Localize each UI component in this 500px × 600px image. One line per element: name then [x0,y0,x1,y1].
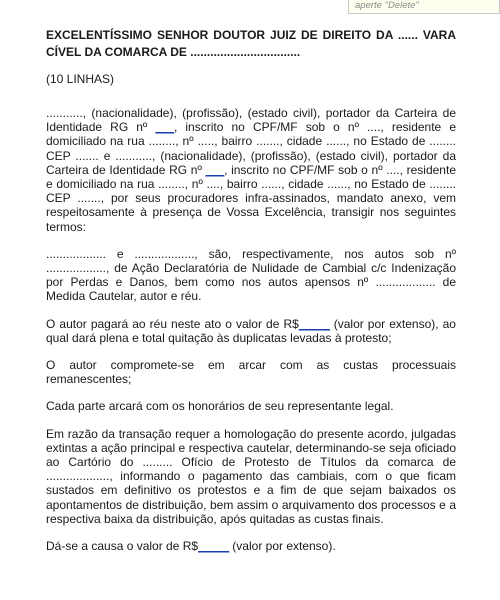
payment-paragraph [46,317,456,345]
parties-text-c: , inscrito no CPF/MF sob o nº ...., residente e domiciliado na rua ........, nº ...., bairro ......, cidade ......, no Estado de ........ CEP ......., por seus procuradores infra-assinados, mandato anexo, vem respeitosamente à presença de Vossa Excelência, transigir nos seguintes termos: [46,162,456,234]
rg-field-2[interactable]: ___ [205,162,225,177]
hint-tooltip [348,0,500,14]
document-heading: EXCELENTÍSSIMO SENHOR DOUTOR JUIZ DE DIREITO DA ...... VARA CÍVEL DA COMARCA DE ................................. [46,28,456,59]
payment-text-b: (valor por extenso), ao qual dará plena e total quitação às duplicatas levadas à protesto; [46,316,456,345]
homologation-paragraph: Em razão da transação requer a homologação do presente acordo, julgadas extintas a ação principal e respectiva cautelar, determinando-se seja oficiado ao Cartório do ......... Ofício de Protesto de Títulos da comarca de ..................., informando o pagamento das cambiais, com o que ficam sustados em definitivo os protestos e a fim de que sejam baixados os apontamentos de distribuição, bem assim o arquivamento dos processos e a respectiva baixa da distribuição, após quitadas as custas finais. [46,426,456,526]
case-value-text-b: (valor por extenso). [228,539,336,554]
hint-tooltip-text: aperte "Delete" [355,0,419,11]
parties-paragraph [46,106,456,234]
case-value-paragraph [46,539,456,553]
lines-note: (10 LINHAS) [46,72,115,86]
payment-text-a: O autor pagará ao réu neste ato o valor de R$ [46,316,299,331]
case-value-text-a: Dá-se a causa o valor de R$ [46,539,199,554]
costs-paragraph: O autor compromete-se em arcar com as custas processuais remanescentes; [46,358,456,387]
rg-field-1[interactable]: ___ [155,120,174,135]
parties-text-a: ..........., (nacionalidade), (profissão), (estado civil), portador da Carteira de Identidade RG nº [46,106,456,135]
payment-value-field[interactable]: _____ [298,316,330,331]
parties-text-b: , inscrito no CPF/MF sob o nº ...., residente e domiciliado na rua ........, nº ....., bairro ......., cidade ......, no Estado de ........ CEP ....... e ..........., (nacionalidade), (profissão), (estado civil), portador da Carteira de Identidade RG nº [46,120,456,177]
fees-paragraph: Cada parte arcará com os honorários de seu representante legal. [46,399,394,414]
case-paragraph: .................. e .................., são, respectivamente, nos autos sob nº .................., de Ação Declaratória de Nulidade de Cambial c/c Indenização por Perdas e Danos, bem como nos autos apensos nº .................. de Medida Cautelar, autor e réu. [46,246,456,304]
case-value-field[interactable]: _____ [198,539,229,554]
document-body [46,27,456,553]
